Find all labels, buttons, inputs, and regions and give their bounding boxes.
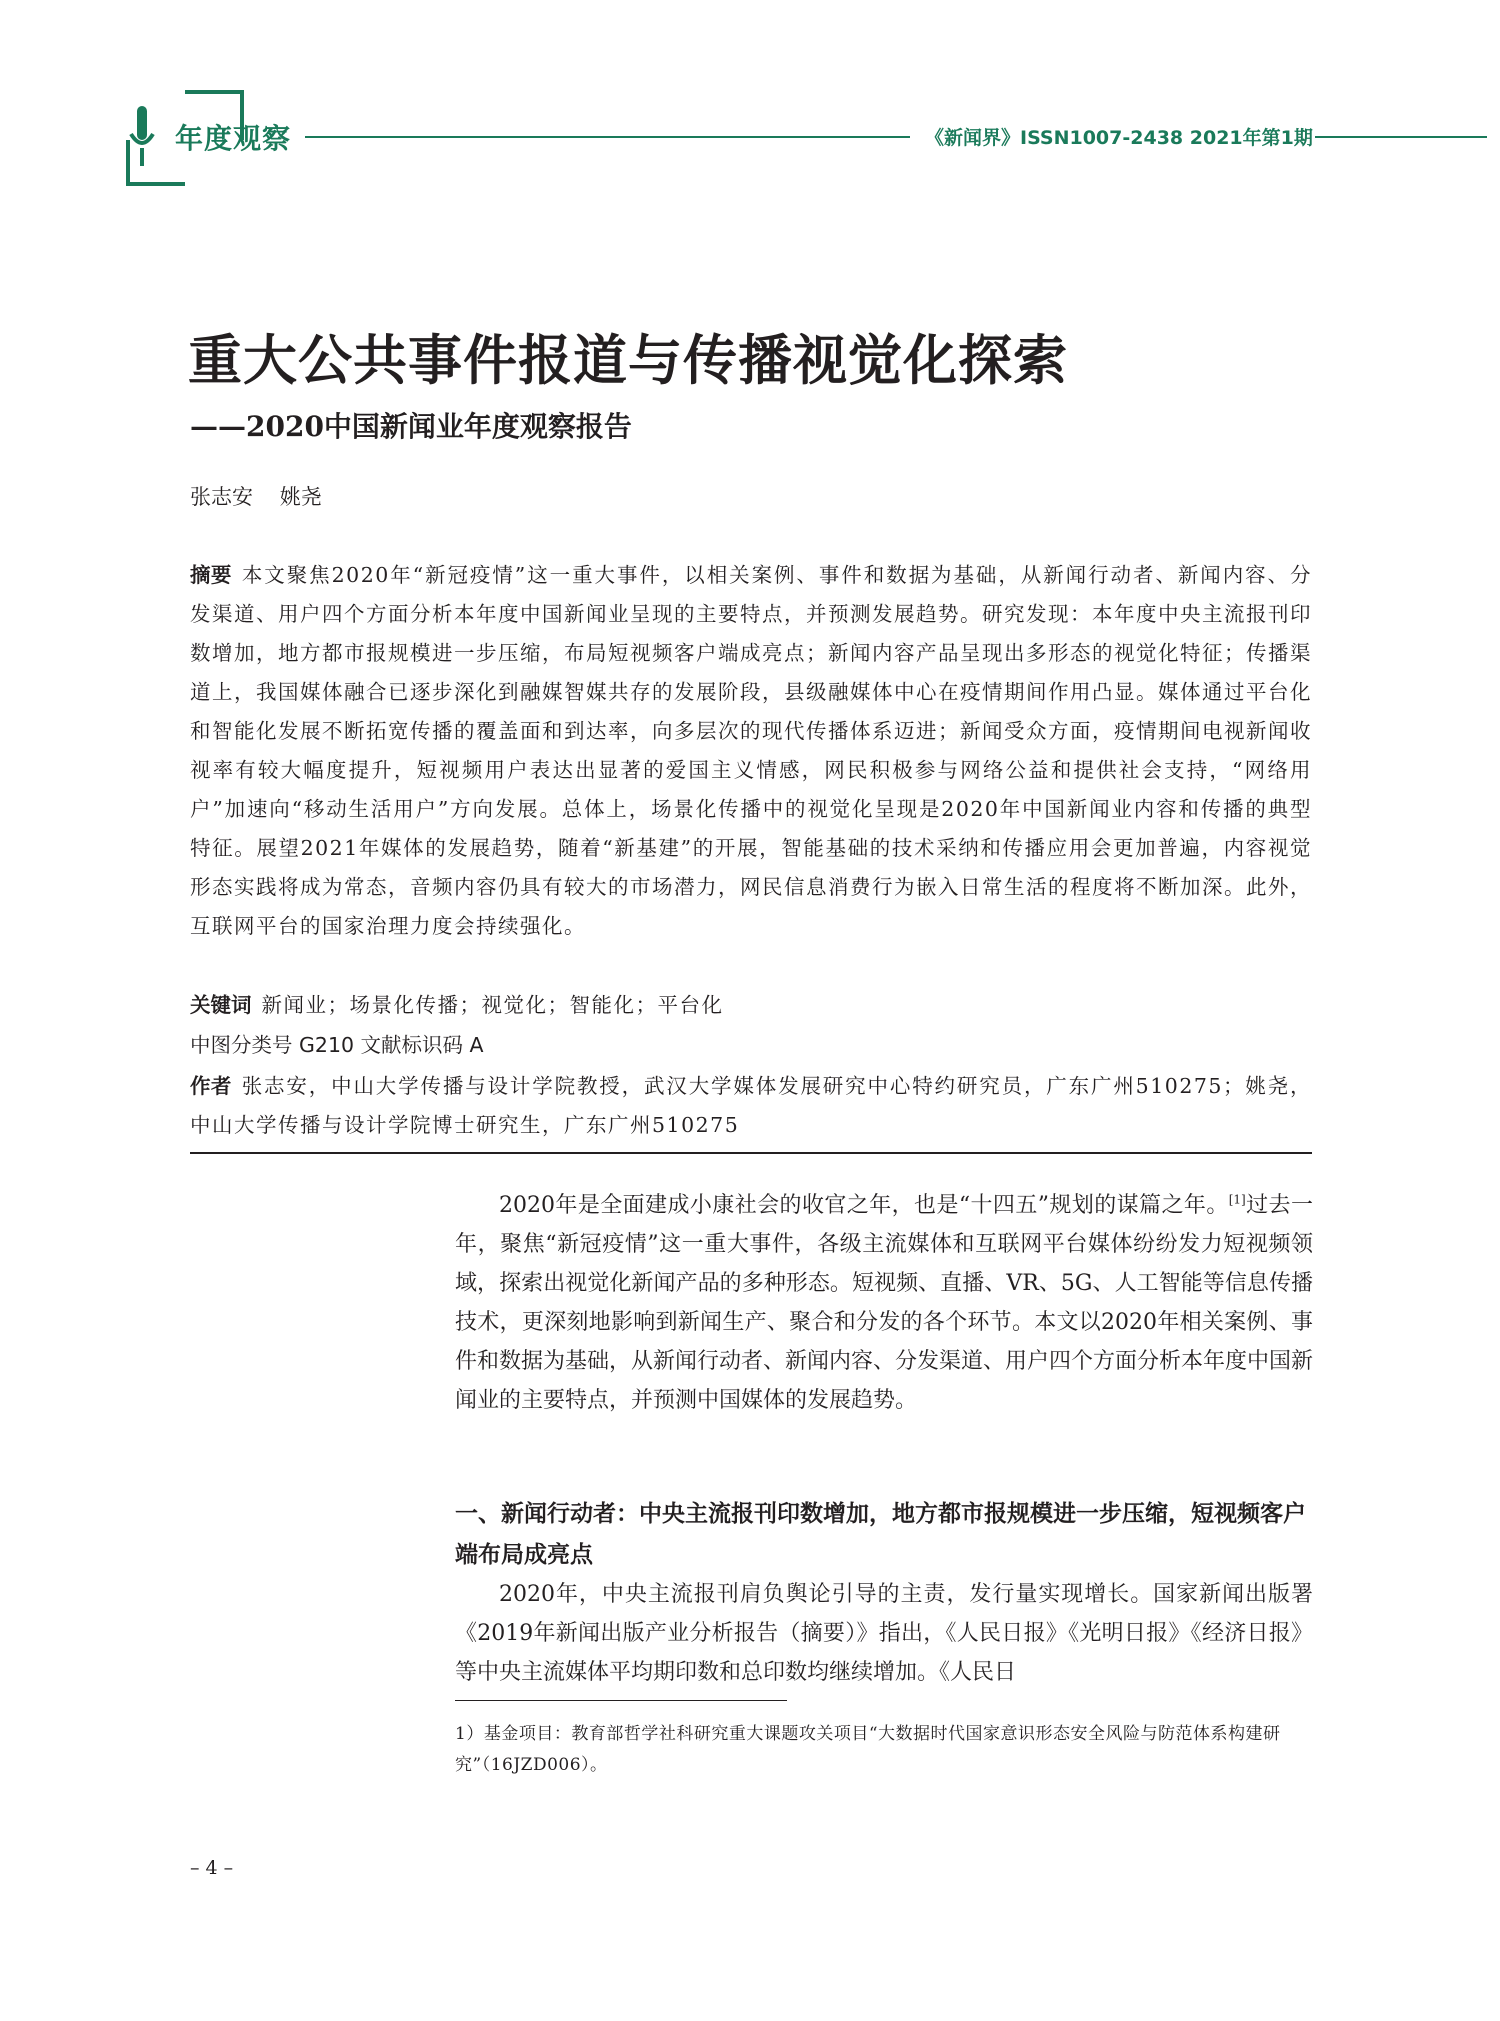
abstract-text: 本文聚焦2020年“新冠疫情”这一重大事件，以相关案例、事件和数据为基础，从新闻行动者、新闻内容、分发渠道、用户四个方面分析本年度中国新闻业呈现的主要特点，并预测发展趋势。研究发现：本年度中央主流报刊印数增加，地方都市报规模进一步压缩，布局短视频客户端成亮点；新闻内容产品呈现出多形态的视觉化特征；传播渠道上，我国媒体融合已逐步深化到融媒智媒共存的发展阶段，县级融媒体中心在疫情期间作用凸显。媒体通过平台化和智能化发展不断拓宽传播的覆盖面和到达率，向多层次的现代传播体系迈进；新闻受众方面，疫情期间电视新闻收视率有较大幅度提升，短视频用户表达出显著的爱国主义情感，网民积极参与网络公益和提供社会支持，“网络用户”加速向“移动生活用户”方向发展。总体上，场景化传播中的视觉化呈现是2020年中国新闻业内容和传播的典型特征。展望2021年媒体的发展趋势，随着“新基建”的开展，智能基础的技术采纳和传播应用会更加普遍，内容视觉形态实践将成为常态，音频内容仍具有较大的市场潜力，网民信息消费行为嵌入日常生活的程度将不断加深。此外，互联网平台的国家治理力度会持续强化。: [190, 563, 1312, 938]
footnote-rule: [455, 1700, 787, 1701]
classification-code: 中图分类号 G210 文献标识码 A: [190, 1033, 484, 1057]
intro-text-a: 2020年是全面建成小康社会的收官之年，也是“十四五”规划的谋篇之年。: [499, 1193, 1229, 1218]
header-rule-left: [305, 136, 910, 138]
author-info-label: 作者: [190, 1074, 232, 1098]
section-paragraph-text: 2020年，中央主流报刊肩负舆论引导的主责，发行量实现增长。国家新闻出版署《2019年新闻出版产业分析报告（摘要）》指出，《人民日报》《光明日报》《经济日报》等中央主流媒体平均期印数和总印数均继续增加。《人民日: [455, 1582, 1313, 1685]
page-number: – 4 –: [190, 1857, 234, 1879]
article-authors: 张志安 姚尧: [190, 485, 322, 509]
article-subtitle: ——2020中国新闻业年度观察报告: [190, 410, 632, 443]
section-divider: [190, 1152, 1312, 1154]
article-title: 重大公共事件报道与传播视觉化探索: [188, 328, 1068, 392]
keywords-text: 新闻业；场景化传播；视觉化；智能化；平台化: [261, 993, 724, 1017]
header-rule-right: [1315, 136, 1487, 138]
column-label: 年度观察: [175, 122, 292, 155]
journal-info: 《新闻界》ISSN1007-2438 2021年第1期: [925, 127, 1313, 149]
intro-paragraph: [455, 1186, 1313, 1420]
page-header: [0, 0, 1500, 200]
intro-text-b: 过去一年，聚焦“新冠疫情”这一重大事件，各级主流媒体和互联网平台媒体纷纷发力短视频领域，探索出视觉化新闻产品的多种形态。短视频、直播、VR、5G、人工智能等信息传播技术，更深刻地影响到新闻生产、聚合和分发的各个环节。本文以2020年相关案例、事件和数据为基础，从新闻行动者、新闻内容、分发渠道、用户四个方面分析本年度中国新闻业的主要特点，并预测中国媒体的发展趋势。: [455, 1193, 1314, 1413]
footnote: 1）基金项目：教育部哲学社科研究重大课题攻关项目“大数据时代国家意识形态安全风险与防范体系构建研究”（16JZD006）。: [455, 1724, 1281, 1775]
section-heading: 一、新闻行动者：中央主流报刊印数增加，地方都市报规模进一步压缩，短视频客户端布局成亮点: [455, 1501, 1306, 1568]
section-paragraph: [455, 1575, 1313, 1692]
author-info: [190, 1067, 1312, 1145]
abstract: [190, 556, 1312, 946]
abstract-label: 摘要: [190, 563, 232, 587]
keywords: [190, 988, 724, 1018]
citation-ref[interactable]: [1]: [1228, 1192, 1246, 1207]
keywords-label: 关键词: [190, 993, 252, 1017]
author-info-text: 张志安，中山大学传播与设计学院教授，武汉大学媒体发展研究中心特约研究员，广东广州510275；姚尧，中山大学传播与设计学院博士研究生，广东广州510275: [190, 1074, 1312, 1137]
